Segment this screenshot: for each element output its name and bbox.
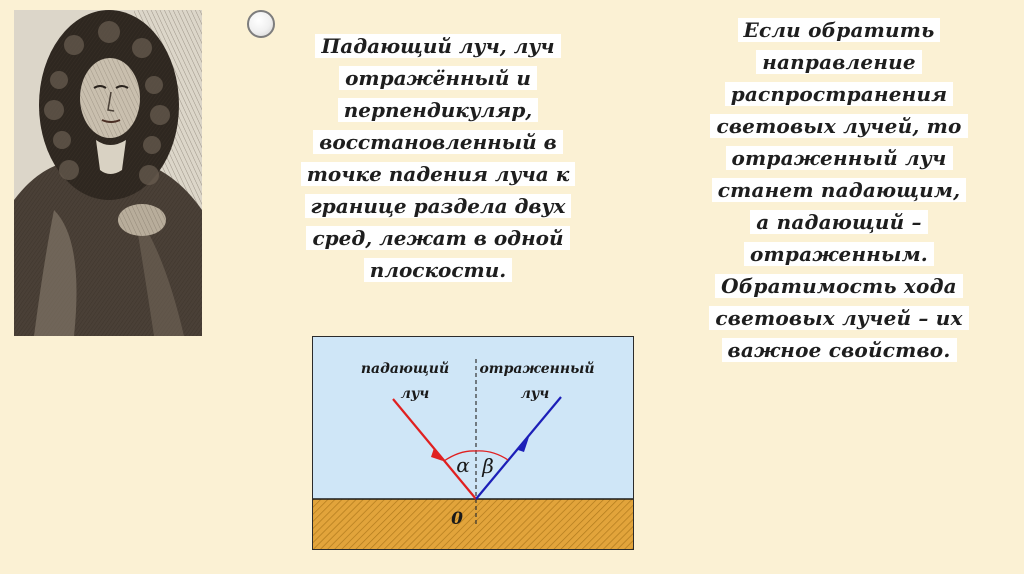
- law-of-reflection-text: [268, 30, 608, 286]
- text-line: плоскости.: [268, 254, 608, 286]
- text-line: перпендикуляр,: [268, 94, 608, 126]
- text-line: точке падения луча к: [268, 158, 608, 190]
- point-o-label: 0: [451, 509, 463, 529]
- reversibility-text: [680, 14, 998, 366]
- text-line: световых лучей – их: [680, 302, 998, 334]
- portrait-engraving: [14, 10, 202, 336]
- reflection-diagram-svg: [313, 337, 634, 550]
- reflection-diagram: [312, 336, 634, 550]
- reflected-label-line2: луч: [520, 386, 550, 402]
- incident-label-line1: падающий: [360, 361, 450, 377]
- text-line: отраженный луч: [680, 142, 998, 174]
- text-line: Обратимость хода: [680, 270, 998, 302]
- text-line: восстановленный в: [268, 126, 608, 158]
- reflected-label-line1: отраженный: [479, 361, 595, 377]
- text-line: распространения: [680, 78, 998, 110]
- text-line: световых лучей, то: [680, 110, 998, 142]
- incident-label-line2: луч: [400, 386, 430, 402]
- text-line: важное свойство.: [680, 334, 998, 366]
- text-line: сред, лежат в одной: [268, 222, 608, 254]
- text-line: направление: [680, 46, 998, 78]
- text-line: Падающий луч, луч: [268, 30, 608, 62]
- angle-beta-label: β: [482, 454, 494, 478]
- portrait-image: [14, 10, 202, 336]
- text-line: границе раздела двух: [268, 190, 608, 222]
- text-line: отражённый и: [268, 62, 608, 94]
- text-line: отраженным.: [680, 238, 998, 270]
- text-line: а падающий –: [680, 206, 998, 238]
- text-line: Если обратить: [680, 14, 998, 46]
- angle-alpha-label: α: [456, 453, 470, 477]
- text-line: станет падающим,: [680, 174, 998, 206]
